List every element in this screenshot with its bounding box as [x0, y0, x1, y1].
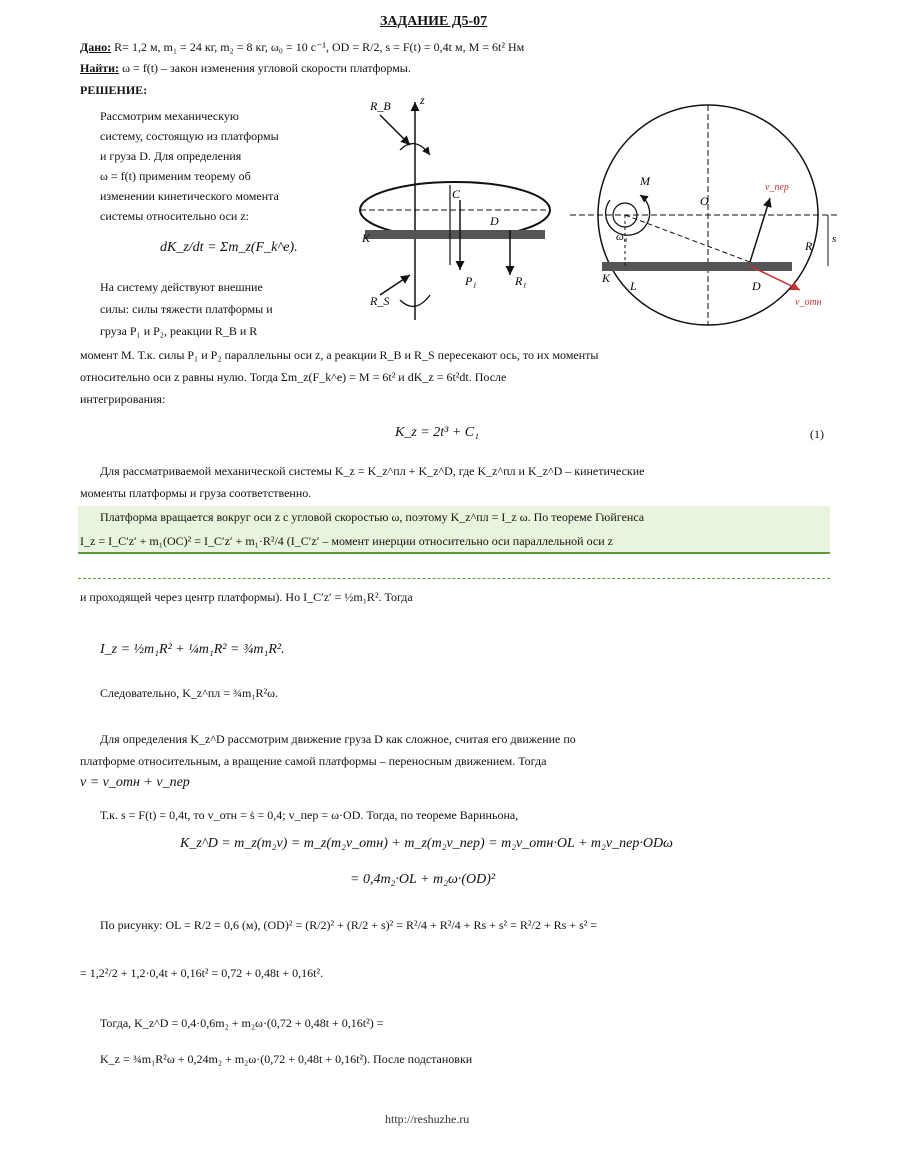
- forces-line: момент M. Т.к. силы P₁ и P₂ параллельны оси z, а реакции R_B и R_S пересекают ось, то их моменты: [80, 348, 599, 362]
- iz-equation: I_z = ½m₁R² + ¼m₁R² = ¾m₁R².: [100, 642, 285, 657]
- fig-label: v_отн: [795, 297, 822, 308]
- groove: [365, 230, 545, 239]
- platform-line: Платформа вращается вокруг оси z с угловой скоростью ω, поэтому K_z^пл = I_z ω. По теореме Гюйгенса: [100, 510, 645, 524]
- intro-line: систему, состоящую из платформы: [100, 129, 279, 143]
- find-row: [80, 61, 411, 76]
- od-line: [625, 215, 750, 262]
- final-line: K_z = ¾m₁R²ω + 0,24m₂ + m₂ω·(0,72 + 0,48t + 0,16t²). После подстановки: [100, 1052, 473, 1066]
- equation-1: dK_z/dt = Σm_z(F_k^e).: [160, 240, 298, 255]
- motion-line: платформе относительным, а вращение самой платформы – переносным движением. Тогда: [80, 754, 547, 768]
- figure-line-2: = 1,2²/2 + 1,2·0,4t + 0,16t² = 0,72 + 0,48t + 0,16t².: [80, 966, 324, 980]
- fig-label: v_пер: [765, 182, 789, 193]
- fig-label: z: [420, 93, 425, 107]
- motion-paragraph-cont: [80, 750, 546, 794]
- forces-line: груза P₁ и P₂, реакции R_B и R: [100, 324, 258, 338]
- forces-line: силы: силы тяжести платформы и: [100, 302, 273, 316]
- find-label: Найти:: [80, 61, 120, 75]
- forces-paragraph-cont: [80, 344, 598, 410]
- solution-label: РЕШЕНИЕ:: [80, 83, 148, 97]
- intro-line: изменении кинетического момента: [100, 189, 279, 203]
- fig-label: R_B: [370, 99, 391, 113]
- motion-line: Для определения K_z^D рассмотрим движение груза D как сложное, считая его движение по: [100, 732, 576, 746]
- mechanics-figure: [340, 90, 840, 350]
- given-row: [80, 40, 524, 55]
- fig-label: P₁: [465, 274, 477, 288]
- fig-label: D: [490, 214, 499, 228]
- forces-line: относительно оси z равны нулю. Тогда Σm_z(F_k^e) = M = 6t² и dK_z = 6t²dt. После: [80, 370, 507, 384]
- fig-label: M: [640, 174, 650, 188]
- intro-line: системы относительно оси z:: [100, 209, 250, 223]
- intro-paragraph: [100, 106, 279, 226]
- motion-line: v = v_отн + v_пер: [80, 775, 190, 790]
- kd-equation-1: K_z^D = m_z(m₂v) = m_z(m₂v_отн) + m_z(m₂v_пер) = m₂v_отн·OL + m₂v_пер·ODω: [180, 836, 673, 851]
- fig-label: ω₀: [616, 231, 628, 243]
- kpl-equation: Следовательно, K_z^пл = ¾m₁R²ω.: [100, 686, 279, 700]
- fig-label: O: [700, 194, 709, 208]
- fig-label: R_S: [370, 294, 390, 308]
- kz-line-1: Для рассматриваемой механической системы K_z = K_z^пл + K_z^D, где K_z^пл и K_z^D – кинетические: [100, 464, 645, 478]
- kd-equation-2: = 0,4m₂·OL + m₂ω·(OD)²: [350, 872, 496, 887]
- intro-line: ω = f(t) применим теорему об: [100, 169, 251, 183]
- fig-label: R: [805, 239, 813, 253]
- fig-label: K: [362, 231, 371, 245]
- huygens-line: I_z = I_C′z′ + m₁(OC)² = I_C′z′ + m₁·R²/4 (I_C′z′ – момент инерции относительно оси параллельной оси z: [80, 534, 613, 548]
- varignon-line: Т.к. s = F(t) = 0,4t, то v_отн = ṡ = 0,4; v_пер = ω·OD. Тогда, по теореме Вариньона,: [100, 808, 519, 822]
- fig-label: C: [452, 187, 461, 201]
- forces-line: интегрирования:: [80, 392, 166, 406]
- find-text: ω = f(t) – закон изменения угловой скорости платформы.: [122, 61, 411, 75]
- fig-label: s: [832, 233, 837, 245]
- forces-line: На систему действуют внешние: [100, 280, 263, 294]
- fig-label: R₁: [515, 274, 527, 288]
- equation-2: K_z = 2t³ + C₁: [395, 425, 479, 440]
- motion-paragraph: [100, 728, 576, 750]
- separator: [78, 578, 830, 579]
- forces-paragraph: [100, 276, 273, 342]
- intro-line: и груза D. Для определения: [100, 149, 242, 163]
- equation-2-number: (1): [810, 427, 824, 441]
- fig-label: K: [602, 271, 611, 285]
- given-label: Дано:: [80, 40, 112, 54]
- rs-arrow: [380, 275, 410, 295]
- groove-top: [602, 262, 792, 271]
- huygens-line-2: и проходящей через центр платформы). Но I_C′z′ = ½m₁R². Тогда: [80, 590, 413, 604]
- given-text: R= 1,2 м, m₁ = 24 кг, m₂ = 8 кг, ω₀ = 10 c⁻¹, OD = R/2, s = F(t) = 0,4t м, M = 6t² Нм: [114, 40, 525, 54]
- figure-line-1: По рисунку: OL = R/2 = 0,6 (м), (OD)² = (R/2)² + (R/2 + s)² = R²/4 + R²/4 + Rs + s² = R²/2 + Rs + s² =: [100, 918, 598, 932]
- rb-arrow: [380, 115, 410, 145]
- fig-label: L: [630, 279, 637, 293]
- intro-line: Рассмотрим механическую: [100, 109, 239, 123]
- then-line: Тогда, K_z^D = 0,4·0,6m₂ + m₂ω·(0,72 + 0,48t + 0,16t²) =: [100, 1016, 384, 1030]
- kz-line-2: моменты платформы и груза соответственно.: [80, 486, 312, 500]
- fig-label: D: [752, 279, 761, 293]
- footer-url[interactable]: http://reshuzhe.ru: [385, 1112, 470, 1126]
- page-title: ЗАДАНИЕ Д5-07: [380, 14, 488, 29]
- v-arrow: [750, 198, 770, 262]
